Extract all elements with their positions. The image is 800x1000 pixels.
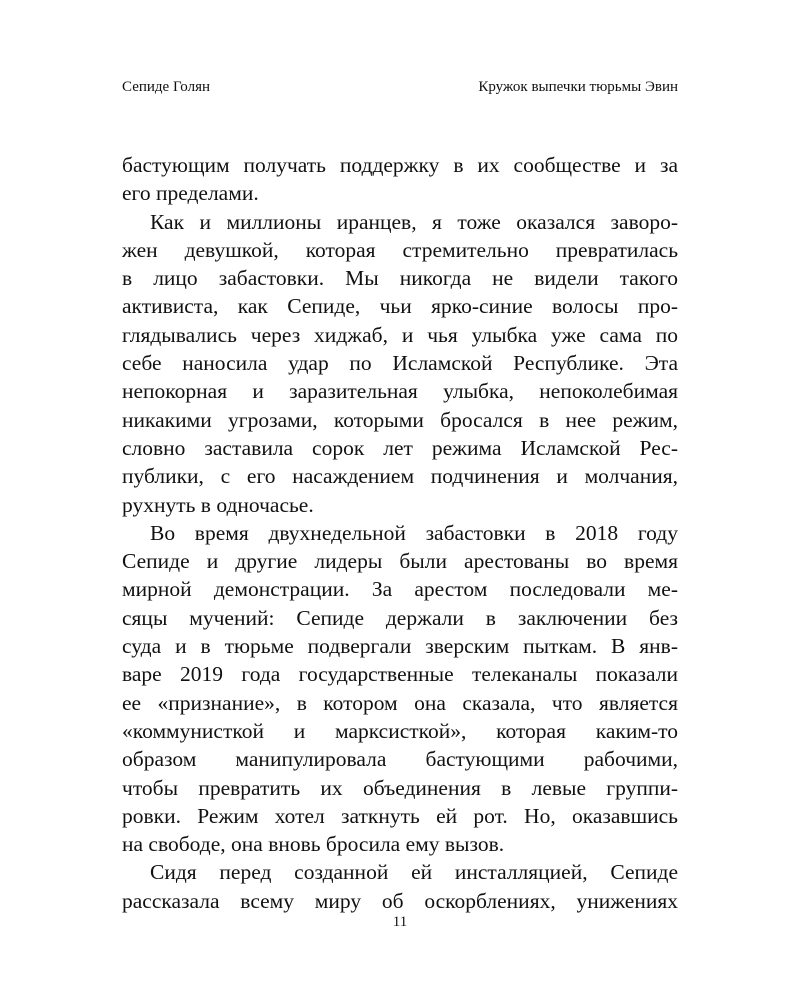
text-line: бастующим получать поддержку в их сообществе и за [122, 153, 678, 177]
paragraph [122, 208, 678, 519]
text-line: «коммунисткой и марксисткой», которая каким-то [122, 718, 678, 743]
running-head-author: Сепиде Голян [122, 79, 211, 95]
text-line: ее «признание», в котором она сказала, что является [122, 690, 678, 715]
text-line: Сидя перед созданной ей инсталляцией, Сепиде [150, 860, 678, 885]
text-line: себе наносила удар по Исламской Республике. Эта [122, 351, 678, 376]
text-line: на свободе, она вновь бросила ему вызов. [122, 832, 505, 857]
text-line: Как и миллионы иранцев, я тоже оказался заворо- [150, 209, 678, 234]
text-line: жен девушкой, которая стремительно превратилась [122, 237, 678, 262]
paragraph [122, 519, 678, 859]
running-head-book-title: Кружок выпечки тюрьмы Эвин [478, 79, 678, 95]
text-line: чтобы превратить их объединения в левые группи- [122, 775, 678, 800]
text-line: мирной демонстрации. За арестом последовали ме- [122, 577, 678, 602]
text-line: Сепиде и другие лидеры были арестованы во время [122, 549, 678, 574]
text-line: глядывались через хиджаб, и чья улыбка уже сама по [122, 322, 678, 347]
paragraph [122, 858, 678, 915]
text-line: рухнуть в одночасье. [122, 492, 314, 517]
text-line: сяцы мучений: Сепиде держали в заключении без [122, 605, 678, 630]
text-line: никакими угрозами, которыми бросался в нее режим, [122, 407, 678, 432]
text-line: ровки. Режим хотел заткнуть ей рот. Но, оказавшись [122, 803, 678, 828]
text-line: Во время двухнедельной забастовки в 2018 году [150, 520, 678, 545]
text-line: суда и в тюрьме подвергали зверским пыткам. В янв- [122, 634, 678, 659]
text-line: словно заставила сорок лет режима Исламской Рес- [122, 435, 678, 460]
running-head [122, 76, 678, 98]
page-number: 11 [392, 914, 408, 930]
text-line: активиста, как Сепиде, чьи ярко-синие волосы про- [122, 294, 678, 319]
paragraph [122, 151, 678, 208]
text-line: непокорная и заразительная улыбка, непоколебимая [122, 379, 678, 404]
text-line: варе 2019 года государственные телеканалы показали [122, 662, 678, 687]
text-line: публики, с его насаждением подчинения и молчания, [122, 464, 678, 489]
body-text [122, 151, 678, 915]
text-line: рассказала всему миру об оскорблениях, унижениях [122, 888, 678, 913]
text-line: образом манипулировала бастующими рабочими, [122, 747, 678, 772]
text-line: его пределами. [122, 181, 259, 206]
text-line: в лицо забастовки. Мы никогда не видели такого [122, 266, 678, 291]
